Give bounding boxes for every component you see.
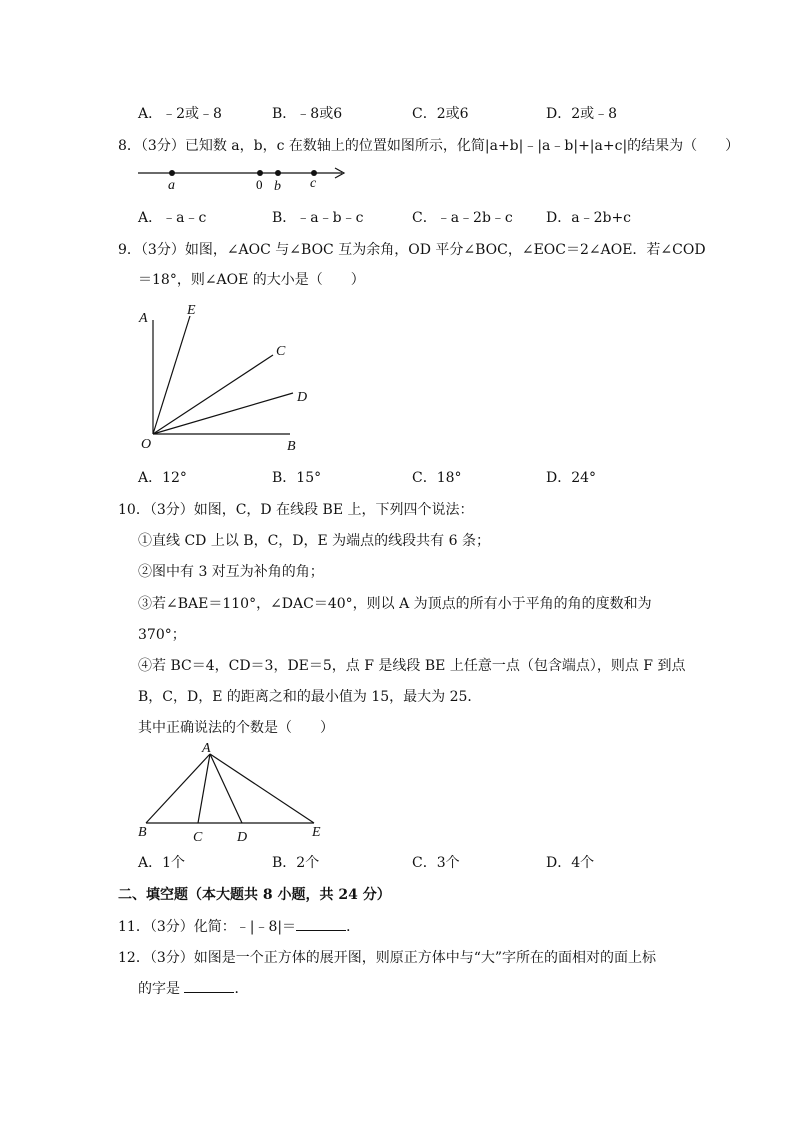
label-C: C [276, 344, 286, 359]
point-a-dot [169, 170, 175, 176]
q9-option-d: D．24° [546, 470, 597, 486]
point-zero-dot [257, 170, 263, 176]
q10-triangle-figure [130, 738, 330, 846]
q7-option-c: C．2或6 [412, 106, 469, 122]
q10-statement-1: ①直线 CD 上以 B，C，D，E 为端点的线段共有 6 条； [138, 533, 490, 549]
q9-stem-line2: ＝18°，则∠AOE 的大小是（ ） [138, 272, 365, 288]
q11-stem: 11．（3分）化简：﹣|﹣8|＝ [118, 919, 297, 935]
q10-question: 其中正确说法的个数是（ ） [138, 720, 334, 736]
q10-option-d: D．4个 [546, 855, 595, 871]
q12-stem-line1: 12．（3分）如图是一个正方体的展开图，则原正方体中与“大”字所在的面相对的面上标 [118, 950, 657, 966]
ray-oc [153, 355, 273, 434]
q10-option-b: B．2个 [272, 855, 320, 871]
q10-option-c: C．3个 [412, 855, 460, 871]
q9-option-b: B．15° [272, 470, 322, 486]
q12-answer-blank[interactable] [184, 978, 234, 993]
q8-option-a: A．﹣a﹣c [138, 210, 207, 226]
q11-line [118, 916, 360, 936]
label-A: A [139, 311, 148, 326]
q8-number-line [130, 160, 360, 196]
point-b-dot [275, 170, 281, 176]
ray-oe [153, 316, 190, 434]
q10-option-a: A．1个 [138, 855, 186, 871]
section-title: 二、填空题（本大题共 8 小题，共 24 分） [118, 887, 391, 903]
label-b: b [274, 179, 281, 194]
q9-option-c: C．18° [412, 470, 462, 486]
label-B: B [138, 825, 147, 840]
q7-option-a: A．﹣2或﹣8 [138, 106, 222, 122]
q10-statement-4-line2: B，C，D，E 的距离之和的最小值为 15，最大为 25． [138, 689, 482, 705]
q7-option-b: B．﹣8或6 [272, 106, 343, 122]
label-O: O [141, 437, 152, 452]
q10-statement-4-line1: ④若 BC＝4，CD＝3，DE＝5，点 F 是线段 BE 上任意一点（包含端点），则点 F 到点 [138, 658, 686, 674]
q8-option-c: C．﹣a﹣2b﹣c [412, 210, 513, 226]
label-E: E [312, 825, 321, 840]
q9-option-a: A．12° [138, 470, 187, 486]
q12-stem-line2: 的字是 [138, 981, 185, 997]
q10-stem: 10．（3分）如图，C，D 在线段 BE 上，下列四个说法： [118, 502, 474, 518]
label-E: E [187, 303, 196, 318]
q10-statement-3-line1: ③若∠BAE＝110°，∠DAC＝40°，则以 A 为顶点的所有小于平角的角的度数和为 [138, 596, 652, 612]
label-zero: 0 [256, 177, 263, 192]
label-c: c [310, 176, 317, 191]
q8-stem: 8．（3分）已知数 a，b，c 在数轴上的位置如图所示，化简|a+b|﹣|a﹣b|+|a+c|的结果为（ ） [118, 138, 740, 154]
q11-end: ． [346, 919, 361, 935]
label-D: D [297, 390, 308, 405]
label-a: a [168, 178, 175, 193]
q10-statement-2: ②图中有 3 对互为补角的角； [138, 564, 324, 580]
q11-answer-blank[interactable] [296, 916, 346, 931]
ray-od [153, 393, 293, 434]
q12-end: ． [234, 981, 249, 997]
q8-option-b: B．﹣a﹣b﹣c [272, 210, 364, 226]
label-B: B [287, 439, 296, 454]
q7-option-d: D．2或﹣8 [546, 106, 618, 122]
label-A: A [202, 741, 211, 756]
label-D: D [237, 830, 248, 845]
q9-stem-line1: 9．（3分）如图，∠AOC 与∠BOC 互为余角，OD 平分∠BOC，∠EOC＝2∠AOE．若∠COD [118, 242, 706, 258]
q12-line2 [138, 978, 248, 998]
q8-option-d: D．a﹣2b+c [546, 210, 632, 226]
q9-angle-figure [130, 298, 310, 456]
label-C: C [193, 830, 203, 845]
q10-statement-3-line2: 370°； [138, 627, 186, 643]
